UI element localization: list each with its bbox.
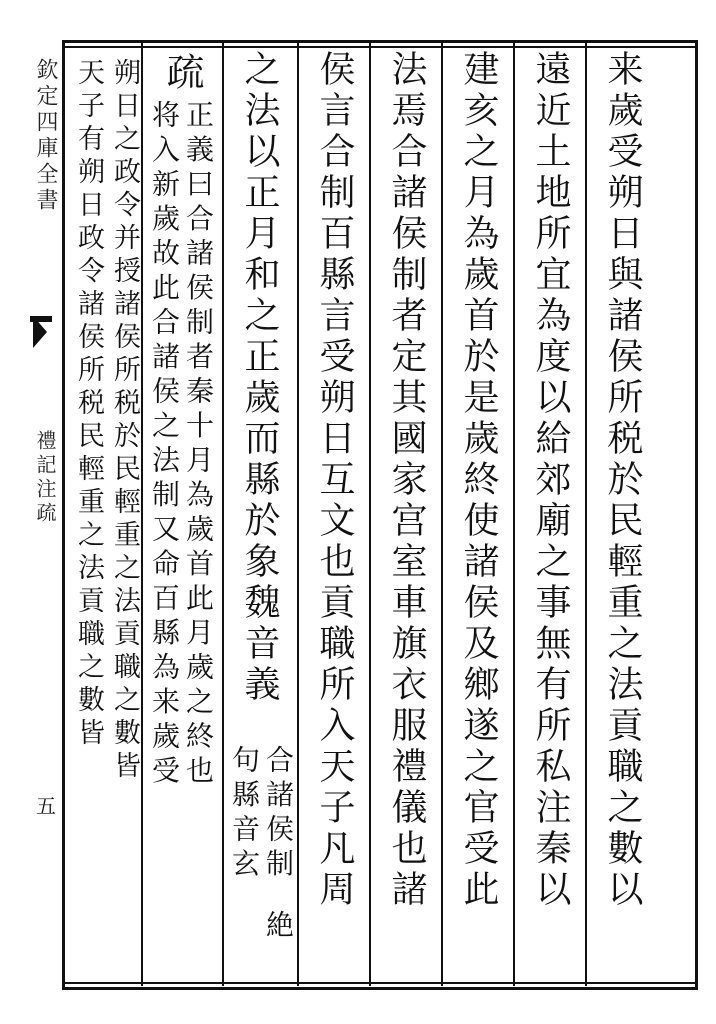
column-rule bbox=[369, 43, 371, 986]
fishtail-mark-arrow bbox=[33, 316, 47, 348]
border-inner-top bbox=[62, 46, 698, 48]
margin-book-title: 禮記注疏 bbox=[33, 430, 57, 526]
text-column-4: 法焉合諸侯制者定其國家宫室車旗衣服禮儀也諸 bbox=[386, 50, 427, 911]
commentary-col6-right: 合諸侯制 bbox=[262, 745, 295, 883]
commentary-col7-right: 正義曰合諸侯制者秦十月為歲首此月歲之終也 bbox=[182, 100, 215, 790]
column-rule bbox=[222, 43, 224, 986]
column-rule bbox=[585, 43, 587, 986]
shu-heading: 疏 bbox=[160, 52, 204, 90]
text-column-2: 遠近土地所宜為度以給郊廟之事無有所私注秦以 bbox=[530, 50, 571, 911]
text-column-1: 来歲受朔日與諸侯所税於民輕重之法貢職之數以 bbox=[602, 50, 643, 911]
text-column-6: 之法以正月和之正歲而縣於象魏音義 bbox=[239, 50, 280, 706]
text-column-5: 侯言合制百縣言受朔日互文也貢職所入天子凡周 bbox=[314, 50, 355, 911]
column-rule bbox=[441, 43, 443, 986]
commentary-col7-left: 将入新歲故此合諸侯之法制又命百縣為来歲受 bbox=[148, 100, 181, 790]
commentary-col6-tail: 絶 bbox=[262, 910, 295, 945]
commentary-col8-right: 天子有朔日政令諸侯所税民輕重之法貢職之數皆 bbox=[73, 58, 104, 751]
column-rule bbox=[513, 43, 515, 986]
commentary-col6-left: 句縣音玄 bbox=[228, 745, 261, 883]
column-rule bbox=[297, 43, 299, 986]
commentary-col8-left: 朔日之政令并授諸侯所税於民輕重之法貢職之數皆 bbox=[109, 58, 140, 784]
page-number: 五 bbox=[36, 794, 56, 818]
text-column-3: 建亥之月為歲首於是歲終使諸侯及鄉遂之官受此 bbox=[458, 50, 499, 911]
border-inner-bottom bbox=[62, 982, 698, 984]
margin-title: 欽定四庫全書 bbox=[33, 58, 58, 214]
